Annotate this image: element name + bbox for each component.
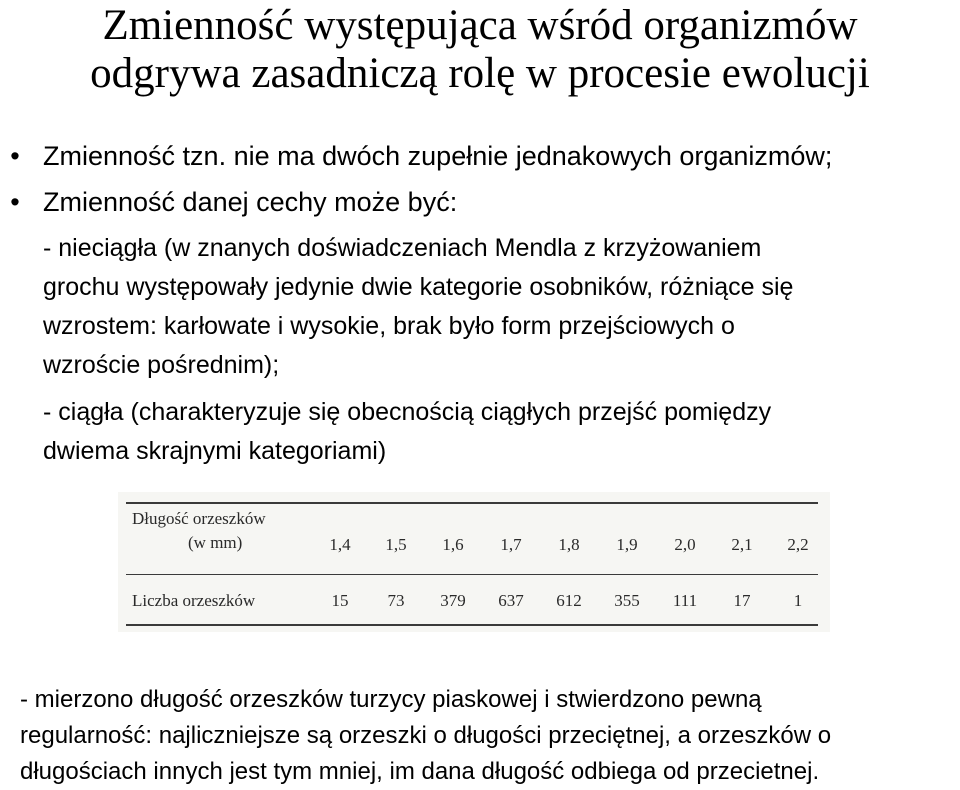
- conclusion-paragraph: [20, 682, 831, 790]
- length-cell: 1,6: [442, 535, 464, 554]
- paragraph-line: długościach innych jest tym mniej, im dana długość odbiega od przecietnej.: [20, 758, 820, 785]
- count-cell: 111: [672, 591, 698, 610]
- continuous-variation-paragraph: [43, 393, 771, 471]
- table-bottom-rule: [126, 624, 818, 626]
- bullet-text: Zmienność danej cechy może być:: [43, 187, 458, 217]
- paragraph-line: wzroście pośrednim);: [43, 351, 280, 379]
- length-cell: 1,9: [616, 535, 638, 554]
- paragraph-line: regularność: najliczniejsze są orzeszki o długości przeciętnej, a orzeszków o: [20, 722, 832, 749]
- paragraph-line: wzrostem: karłowate i wysokie, brak było form przejściowych o: [43, 312, 735, 340]
- count-cell: 73: [387, 591, 405, 610]
- length-header-line-1: Długość orzeszków: [132, 509, 266, 528]
- paragraph-line: - ciągła (charakteryzuje się obecnością ciągłych przejść pomiędzy: [43, 398, 772, 426]
- count-cell: 15: [331, 591, 349, 610]
- count-cell: 355: [614, 591, 640, 610]
- length-cell: 1,7: [500, 535, 522, 554]
- length-cell: 1,4: [329, 535, 351, 554]
- title-line-2: odgrywa zasadniczą rolę w procesie ewolucji: [90, 50, 870, 97]
- nut-length-table: [118, 492, 830, 632]
- length-cell: 2,1: [731, 535, 753, 554]
- bullet-marker: •: [10, 141, 20, 171]
- table-middle-rule: [126, 574, 818, 575]
- count-cell: 17: [733, 591, 751, 610]
- paragraph-line: grochu występowały jedynie dwie kategorie osobników, różniące się: [43, 273, 794, 301]
- count-cell: 1: [793, 591, 803, 610]
- count-cell: 612: [556, 591, 582, 610]
- title-line-1: Zmienność występująca wśród organizmów: [102, 2, 858, 49]
- length-cell: 2,0: [674, 535, 696, 554]
- paragraph-line: - mierzono długość orzeszków turzycy piaskowej i stwierdzono pewną: [20, 686, 762, 713]
- paragraph-line: - nieciągła (w znanych doświadczeniach Mendla z krzyżowaniem: [43, 234, 762, 262]
- count-cell: 379: [440, 591, 466, 610]
- slide-title: [0, 2, 960, 98]
- bullet-text: Zmienność tzn. nie ma dwóch zupełnie jednakowych organizmów;: [43, 141, 833, 171]
- length-cell: 1,8: [558, 535, 580, 554]
- table-top-rule: [126, 502, 818, 504]
- paragraph-line: dwiema skrajnymi kategoriami): [43, 437, 387, 465]
- bullet-marker: •: [10, 187, 20, 217]
- length-header-line-2: (w mm): [188, 533, 243, 552]
- count-header: Liczba orzeszków: [132, 591, 256, 610]
- count-cell: 637: [498, 591, 524, 610]
- length-cell: 2,2: [787, 535, 809, 554]
- discontinuous-variation-paragraph: [43, 229, 793, 385]
- length-cell: 1,5: [385, 535, 407, 554]
